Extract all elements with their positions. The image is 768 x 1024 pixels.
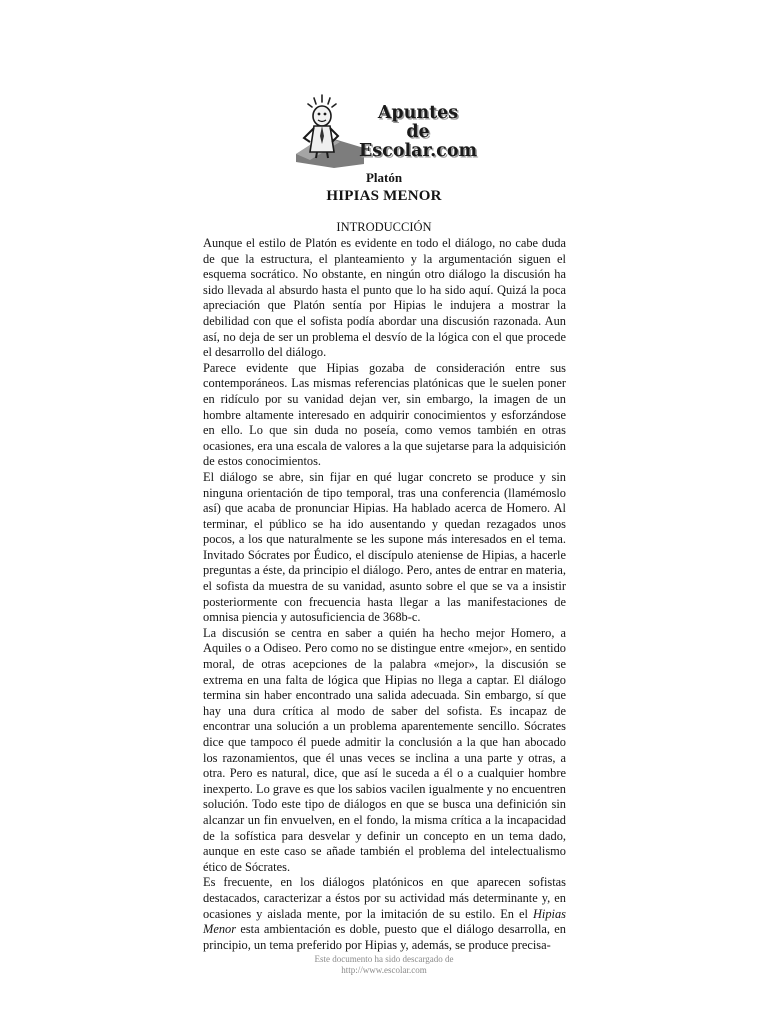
- body-paragraph: El diálogo se abre, sin fijar en qué lugar concreto se produce y sin ninguna orientación de tipo temporal, tras una conferencia (llamémoslo así) que acaba de pronunciar Hipias. Ha hablado acerca de Homero. Al terminar, el público se ha ido ausentando y quedan rezagados unos pocos, a los que naturalmente se les supone más interesados en el tema. Invitado Sócrates por Éudico, el discípulo ateniense de Hipias, a hacerle preguntas a éste, da principio el diálogo. Pero, antes de entrar en materia, el sofista da muestra de su vanidad, asunto sobre el que se va a insistir posteriormente con frecuencia hasta llegar a las manifestaciones de omnisa piencia y autosuficiencia de 368b-c.: [203, 469, 566, 625]
- body-paragraph: [203, 875, 566, 953]
- site-logo: [290, 92, 480, 170]
- logo-wordmark: [356, 104, 480, 161]
- download-footer: [0, 954, 768, 976]
- footer-link[interactable]: http://www.escolar.com: [341, 965, 427, 975]
- work-title-italic: Hipias Menor: [203, 906, 566, 937]
- body-paragraph: Aunque el estilo de Platón es evidente en todo el diálogo, no cabe duda de que la estructura, el planteamiento y la argumentación siguen el esquema socrático. No obstante, en ningún otro diálogo la discusión ha sido llevada al absurdo hasta el punto que lo ha sido aquí. Quizá la poca apreciación que Platón sentía por Hipias le indujera a mostrar la debilidad con que el sofista podía abordar una discusión razonada. Aun así, no deja de ser un problema el desvío de la lógica con el que procede el desarrollo del diálogo.: [203, 236, 566, 360]
- logo-line-escolar: Escolar.com: [358, 141, 478, 161]
- body-paragraph: La discusión se centra en saber a quién ha hecho mejor Homero, a Aquiles o a Odiseo. Pero como no se distingue entre «mejor», en sentido moral, de otras acepciones de la palabra «mejor», la discusión se extrema en una falta de lógica que Hipias no llega a captar. El diálogo termina sin haber encontrado una salida adecuada. Sin embargo, sí que hay una dura crítica al modo de saber del sofista. Es incapaz de encontrar una solución a un problema aparentemente sencillo. Sócrates dice que tampoco él puede admitir la conclusión a la que han abocado los razonamientos, que él unas veces se inclina a una parte y otras, a otra. Pero es natural, dice, que así le suceda a él o a cualquier hombre inexperto. Lo grave es que los sabios vacilen igualmente y no encuentren solución. Todo este tipo de diálogos en que se busca una definición sin alcanzar un fin envuelven, en el fondo, la misma crítica a la incapacidad de la sofística para desvelar y definir un concepto en un tema dado, aunque en este caso se añade también el problema del intelectualismo ético de Sócrates.: [203, 625, 566, 874]
- logo-line-apuntes: Apuntes: [377, 103, 459, 123]
- footer-note: Este documento ha sido descargado de: [314, 954, 454, 964]
- body-paragraph: Parece evidente que Hipias gozaba de consideración entre sus contemporáneos. Las mismas referencias platónicas que le suelen poner en ridículo por su vanidad dejan ver, sin embargo, la imagen de un hombre altamente interesado en adquirir conocimientos y esforzándose en ello. Lo que sin duda no poseía, como vemos también en otras ocasiones, era una escala de valores a la que sujetarse para la adquisición de estos conocimientos.: [203, 360, 566, 469]
- paragraph-text-start: Es frecuente, en los diálogos platónicos en que aparecen sofistas destacados, caracterizar a éstos por su actividad más determinante y, en ocasiones y aislada mente, por la imitación de su estilo. En el: [203, 875, 566, 921]
- document-body: [203, 236, 566, 953]
- document-title: HIPIAS MENOR: [326, 188, 442, 204]
- document-author: Platón: [365, 170, 403, 185]
- section-heading: INTRODUCCIÓN: [336, 220, 432, 234]
- logo-line-de: de: [406, 122, 430, 142]
- paragraph-text-end: esta ambientación es doble, puesto que el diálogo desarrolla, en principio, un tema preferido por Hipias y, además, se produce precisa-: [203, 922, 566, 952]
